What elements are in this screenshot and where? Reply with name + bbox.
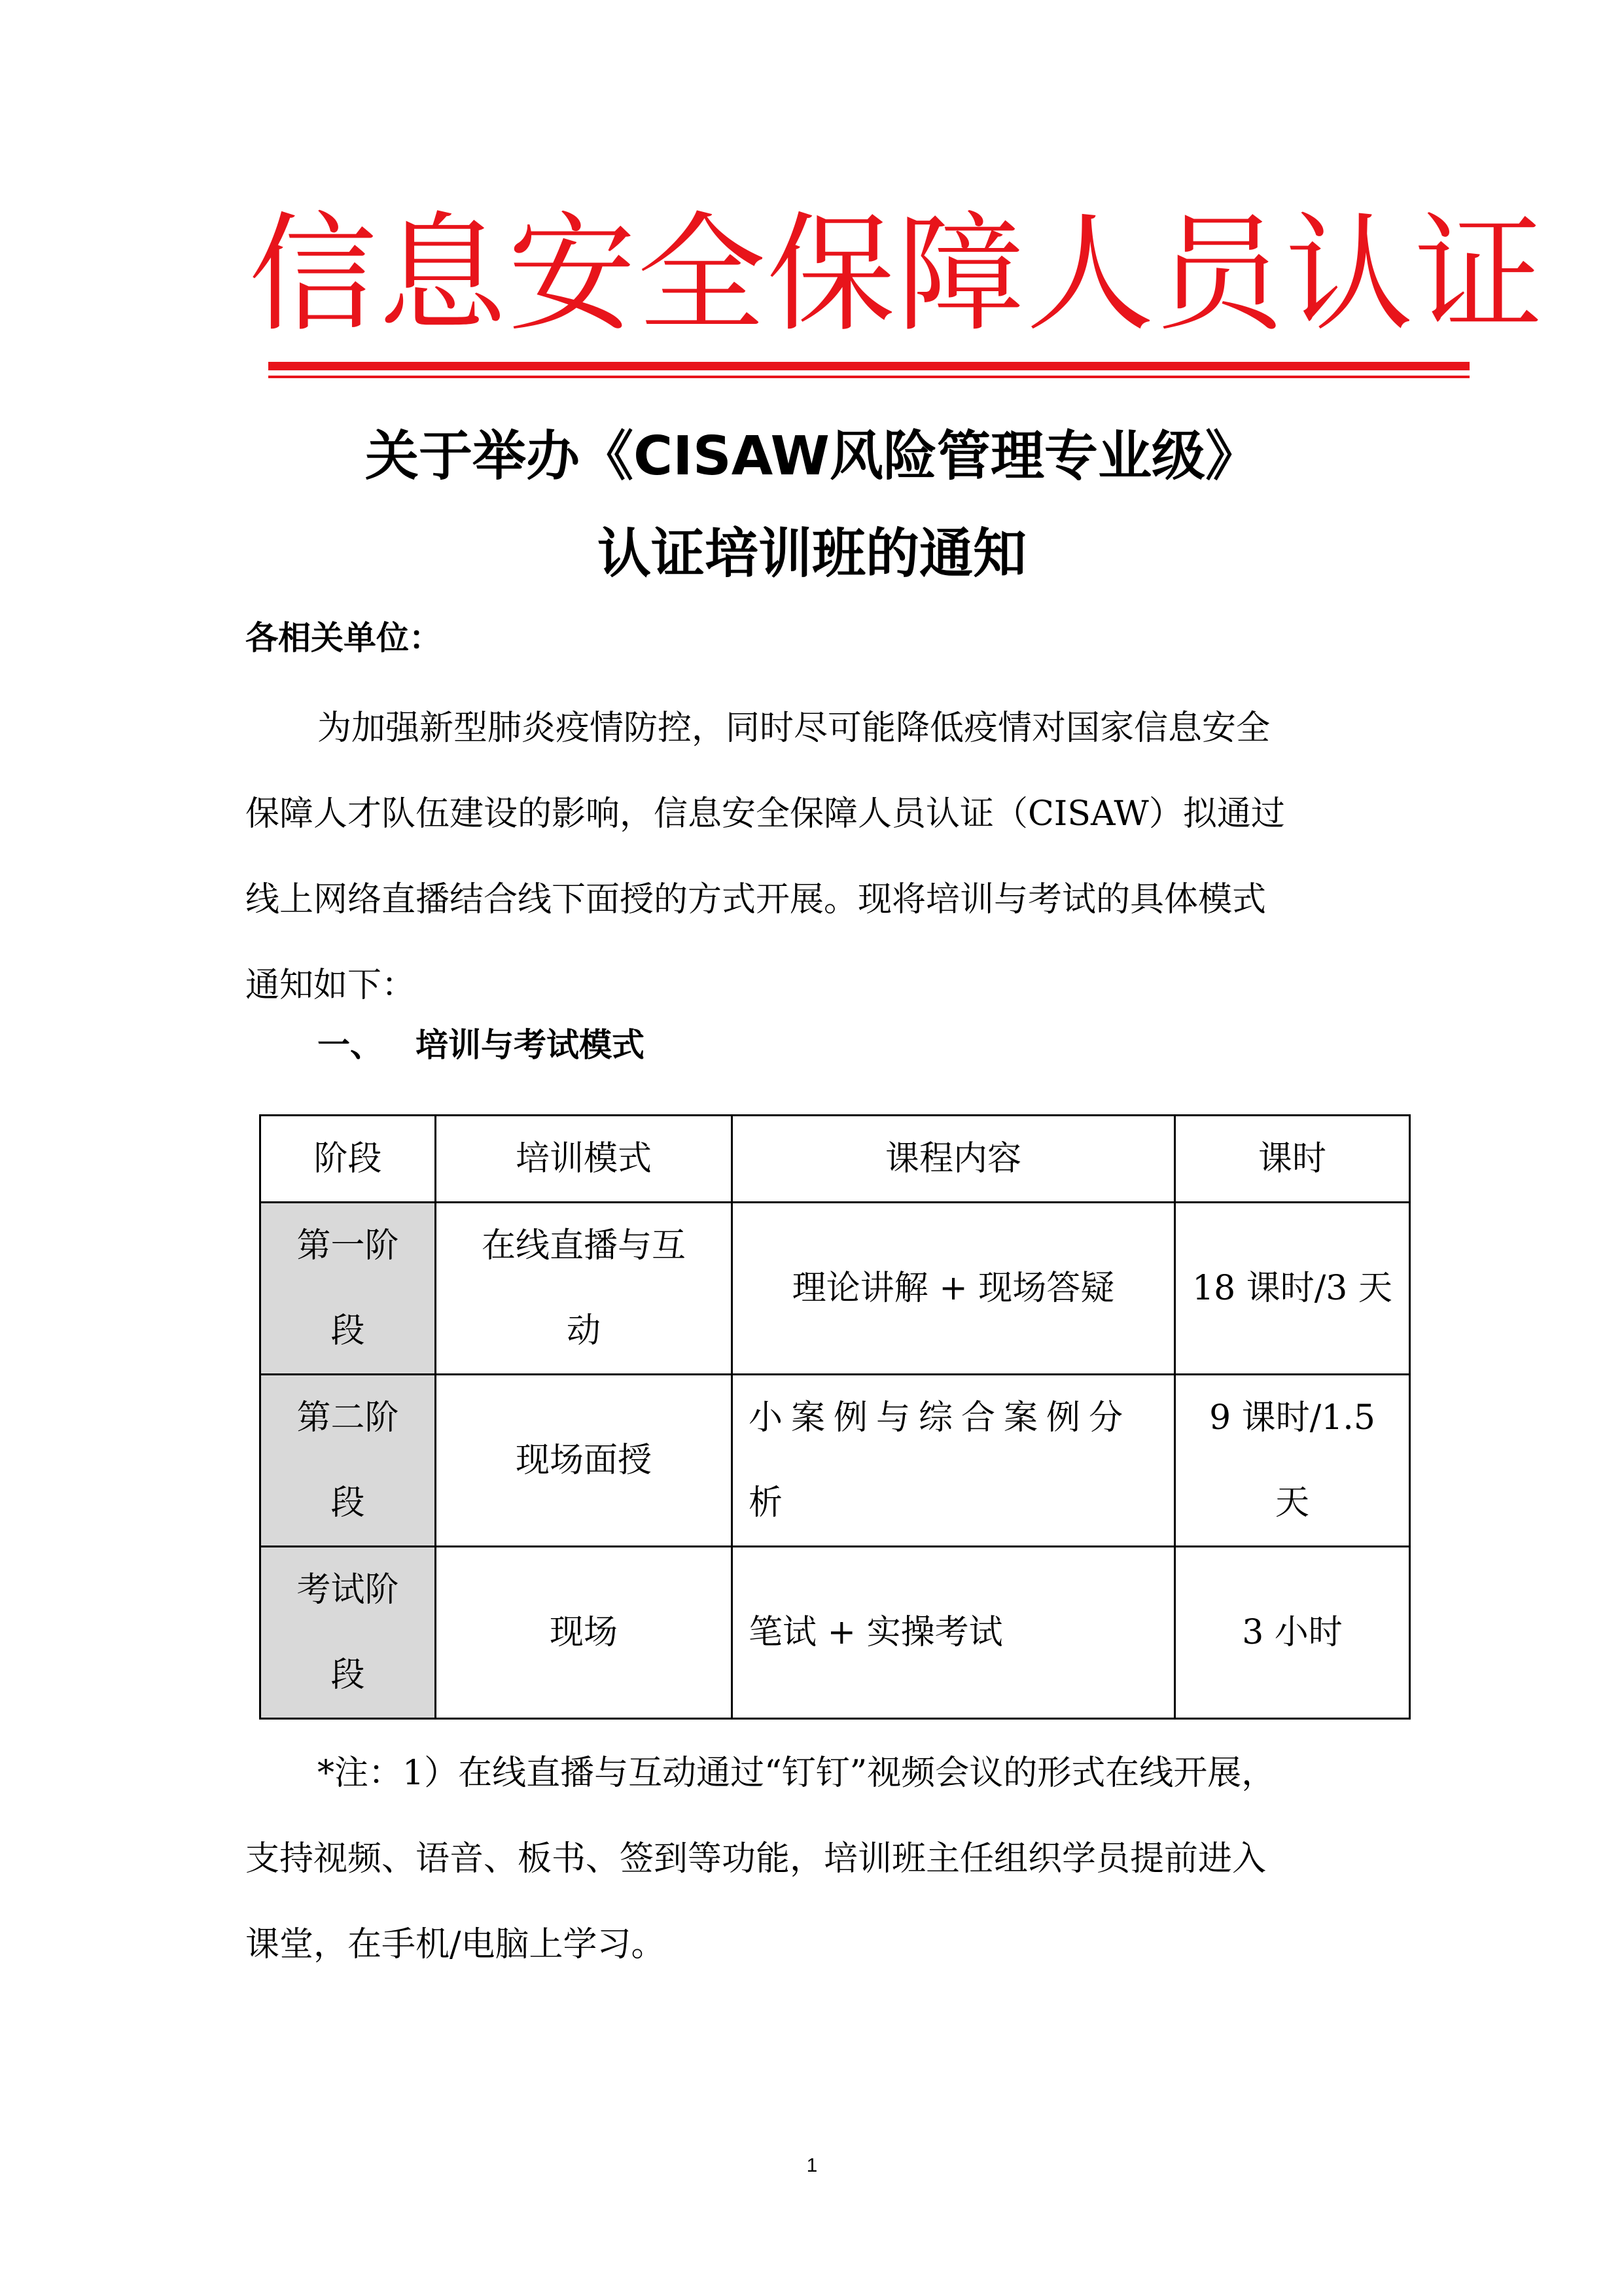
stage-text: 考试阶段 <box>296 1570 399 1695</box>
masthead-rule-thin <box>268 376 1470 378</box>
mode-cell: 现场面授 <box>436 1375 732 1547</box>
intro-line: 线上网络直播结合线下面授的方式开展。现将培训与考试的具体模式 <box>245 880 1267 919</box>
masthead-rule-thick <box>268 362 1470 370</box>
hours-cell: 18 课时/3 天 <box>1175 1203 1410 1375</box>
stage-text: 第二阶段 <box>296 1398 399 1523</box>
content-cell <box>732 1375 1175 1547</box>
intro-paragraph <box>245 686 1387 1029</box>
notice-title-line-2: 认证培训班的通知 <box>597 523 1027 585</box>
content-cell: 理论讲解 + 现场答疑 <box>732 1203 1175 1375</box>
training-schedule-table <box>259 1114 1411 1720</box>
table-header-cell: 课程内容 <box>732 1116 1175 1203</box>
notice-title-line-1: 关于举办《CISAW风险管理专业级》 <box>365 425 1259 487</box>
masthead-title: 信息安全保障人员认证 <box>249 200 1545 349</box>
hours-cell <box>1175 1375 1410 1547</box>
content-cell: 笔试 + 实操考试 <box>732 1547 1175 1719</box>
intro-line: 为加强新型肺炎疫情防控，同时尽可能降低疫情对国家信息安全 <box>317 709 1271 748</box>
content-text: 小案例与综合案例分析 <box>749 1398 1132 1523</box>
table-header-cell: 阶段 <box>260 1116 436 1203</box>
intro-line: 保障人才队伍建设的影响，信息安全保障人员认证（CISAW）拟通过 <box>245 794 1285 834</box>
table-header-cell: 课时 <box>1175 1116 1410 1203</box>
table-row <box>260 1203 1410 1375</box>
note-line: *注：1）在线直播与互动通过“钉钉”视频会议的形式在线开展， <box>317 1754 1276 1793</box>
table-row <box>260 1375 1410 1547</box>
stage-cell <box>260 1203 436 1375</box>
mode-text: 在线直播与互动 <box>481 1226 686 1351</box>
hours-text: 9 课时/1.5 天 <box>1209 1398 1375 1523</box>
table-header-row <box>260 1116 1410 1203</box>
stage-cell <box>260 1375 436 1547</box>
note-line: 课堂，在手机/电脑上学习。 <box>245 1925 665 1964</box>
note-paragraph <box>245 1731 1387 1988</box>
section-heading <box>317 1019 644 1071</box>
note-line: 支持视频、语音、板书、签到等功能，培训班主任组织学员提前进入 <box>245 1839 1267 1879</box>
table-row <box>260 1547 1410 1719</box>
stage-text: 第一阶段 <box>296 1226 399 1351</box>
stage-cell <box>260 1547 436 1719</box>
mode-cell <box>436 1203 732 1375</box>
section-heading-text: 培训与考试模式 <box>415 1026 644 1064</box>
mode-cell: 现场 <box>436 1547 732 1719</box>
page-number: 1 <box>806 2155 818 2176</box>
section-number: 一、 <box>317 1026 383 1064</box>
intro-line: 通知如下： <box>245 966 416 1005</box>
salutation: 各相关单位： <box>245 619 442 657</box>
table-header-cell: 培训模式 <box>436 1116 732 1203</box>
hours-cell: 3 小时 <box>1175 1547 1410 1719</box>
